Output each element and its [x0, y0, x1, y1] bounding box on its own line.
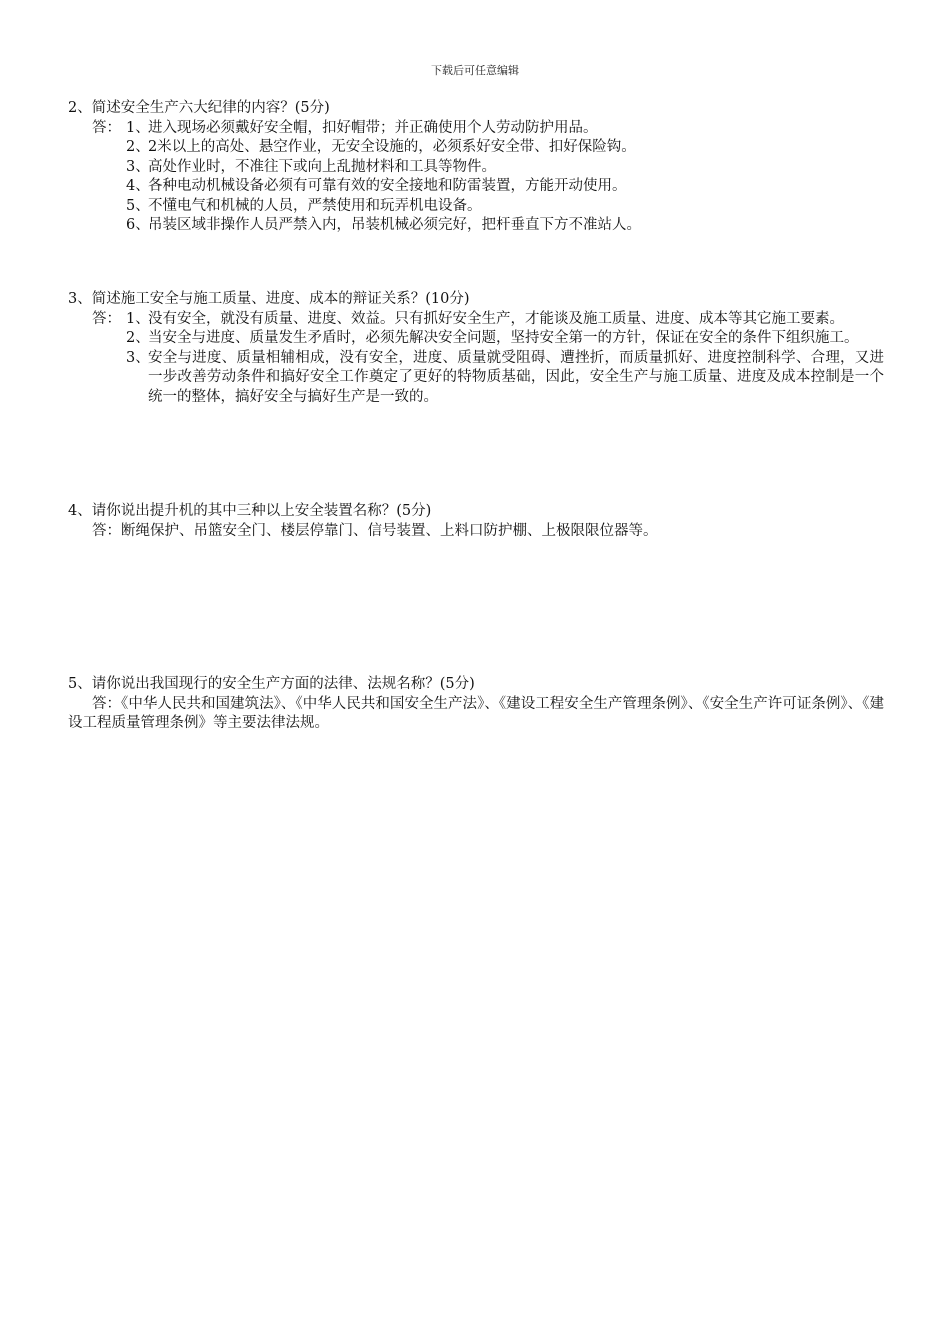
- answer-item: [68, 158, 884, 178]
- question-title: 4、请你说出提升机的其中三种以上安全装置名称？(5分): [68, 503, 432, 519]
- question-4: [68, 502, 884, 541]
- item-number: 2、: [126, 139, 150, 155]
- item-text: 没有安全，就没有质量、进度、效益。只有抓好安全生产，才能谈及施工质量、进度、成本等其它施工要素。: [148, 310, 844, 327]
- answer-item: [68, 119, 884, 139]
- answer-item: [68, 310, 884, 330]
- item-text: 当安全与进度、质量发生矛盾时，必须先解决安全问题，坚持安全第一的方针，保证在安全的条件下组织施工。: [148, 330, 859, 346]
- answer-text: 答：断绳保护、吊篮安全门、楼层停靠门、信号装置、上料口防护棚、上极限限位器等。: [92, 522, 658, 539]
- question-5: [68, 675, 884, 734]
- item-text: 不懂电气和机械的人员，严禁使用和玩弄机电设备。: [148, 197, 482, 214]
- item-number: 3、: [126, 349, 150, 366]
- page-header: 下载后可任意编辑: [431, 64, 519, 77]
- item-text: 高处作业时，不准往下或向上乱抛材料和工具等物件。: [148, 158, 496, 175]
- answer-item: [68, 197, 884, 217]
- answer-item: [68, 349, 884, 408]
- item-text: 2米以上的高处、悬空作业，无安全设施的，必须系好安全带、扣好保险钩。: [148, 139, 636, 155]
- question-2: [68, 99, 884, 236]
- item-number: 4、: [126, 178, 150, 194]
- answer-item: [68, 138, 884, 158]
- question-title: 2、简述安全生产六大纪律的内容？(5分): [68, 100, 330, 116]
- answer-item: [68, 216, 884, 236]
- answer-item: [68, 329, 884, 349]
- answer-text: 答：《中华人民共和国建筑法》、《中华人民共和国安全生产法》、《建设工程安全生产管理条例》、《安全生产许可证条例》、《建设工程质量管理条例》等主要法律法规。: [68, 695, 884, 731]
- item-text: 吊装区域非操作人员严禁入内，吊装机械必须完好，把杆垂直下方不准站人。: [148, 217, 641, 233]
- item-number: 3、: [126, 158, 150, 175]
- answer-lead: 答：: [92, 119, 121, 136]
- question-3: [68, 290, 884, 407]
- item-text: 进入现场必须戴好安全帽，扣好帽带；并正确使用个人劳动防护用品。: [148, 119, 598, 136]
- item-text: 各种电动机械设备必须有可靠有效的安全接地和防雷装置，方能开动使用。: [148, 178, 627, 194]
- item-number: 5、: [126, 197, 150, 214]
- item-text: 安全与进度、质量相辅相成，没有安全，进度、质量就受阻碍、遭挫折，而质量抓好、进度控制科学、合理，又进一步改善劳动条件和搞好安全工作奠定了更好的特物质基础，因此，安全生产与施工质量、进度及成本控制是一个统一的整体，搞好安全与搞好生产是一致的。: [148, 349, 884, 405]
- answer-lead: 答：: [92, 310, 121, 327]
- item-number: 2、: [126, 330, 150, 346]
- item-number: 1、: [126, 310, 150, 327]
- answer-item: [68, 177, 884, 197]
- question-title: 3、简述施工安全与施工质量、进度、成本的辩证关系？(10分): [68, 291, 470, 307]
- item-number: 6、: [126, 217, 150, 233]
- question-title: 5、请你说出我国现行的安全生产方面的法律、法规名称？(5分): [68, 676, 475, 692]
- item-number: 1、: [126, 119, 150, 136]
